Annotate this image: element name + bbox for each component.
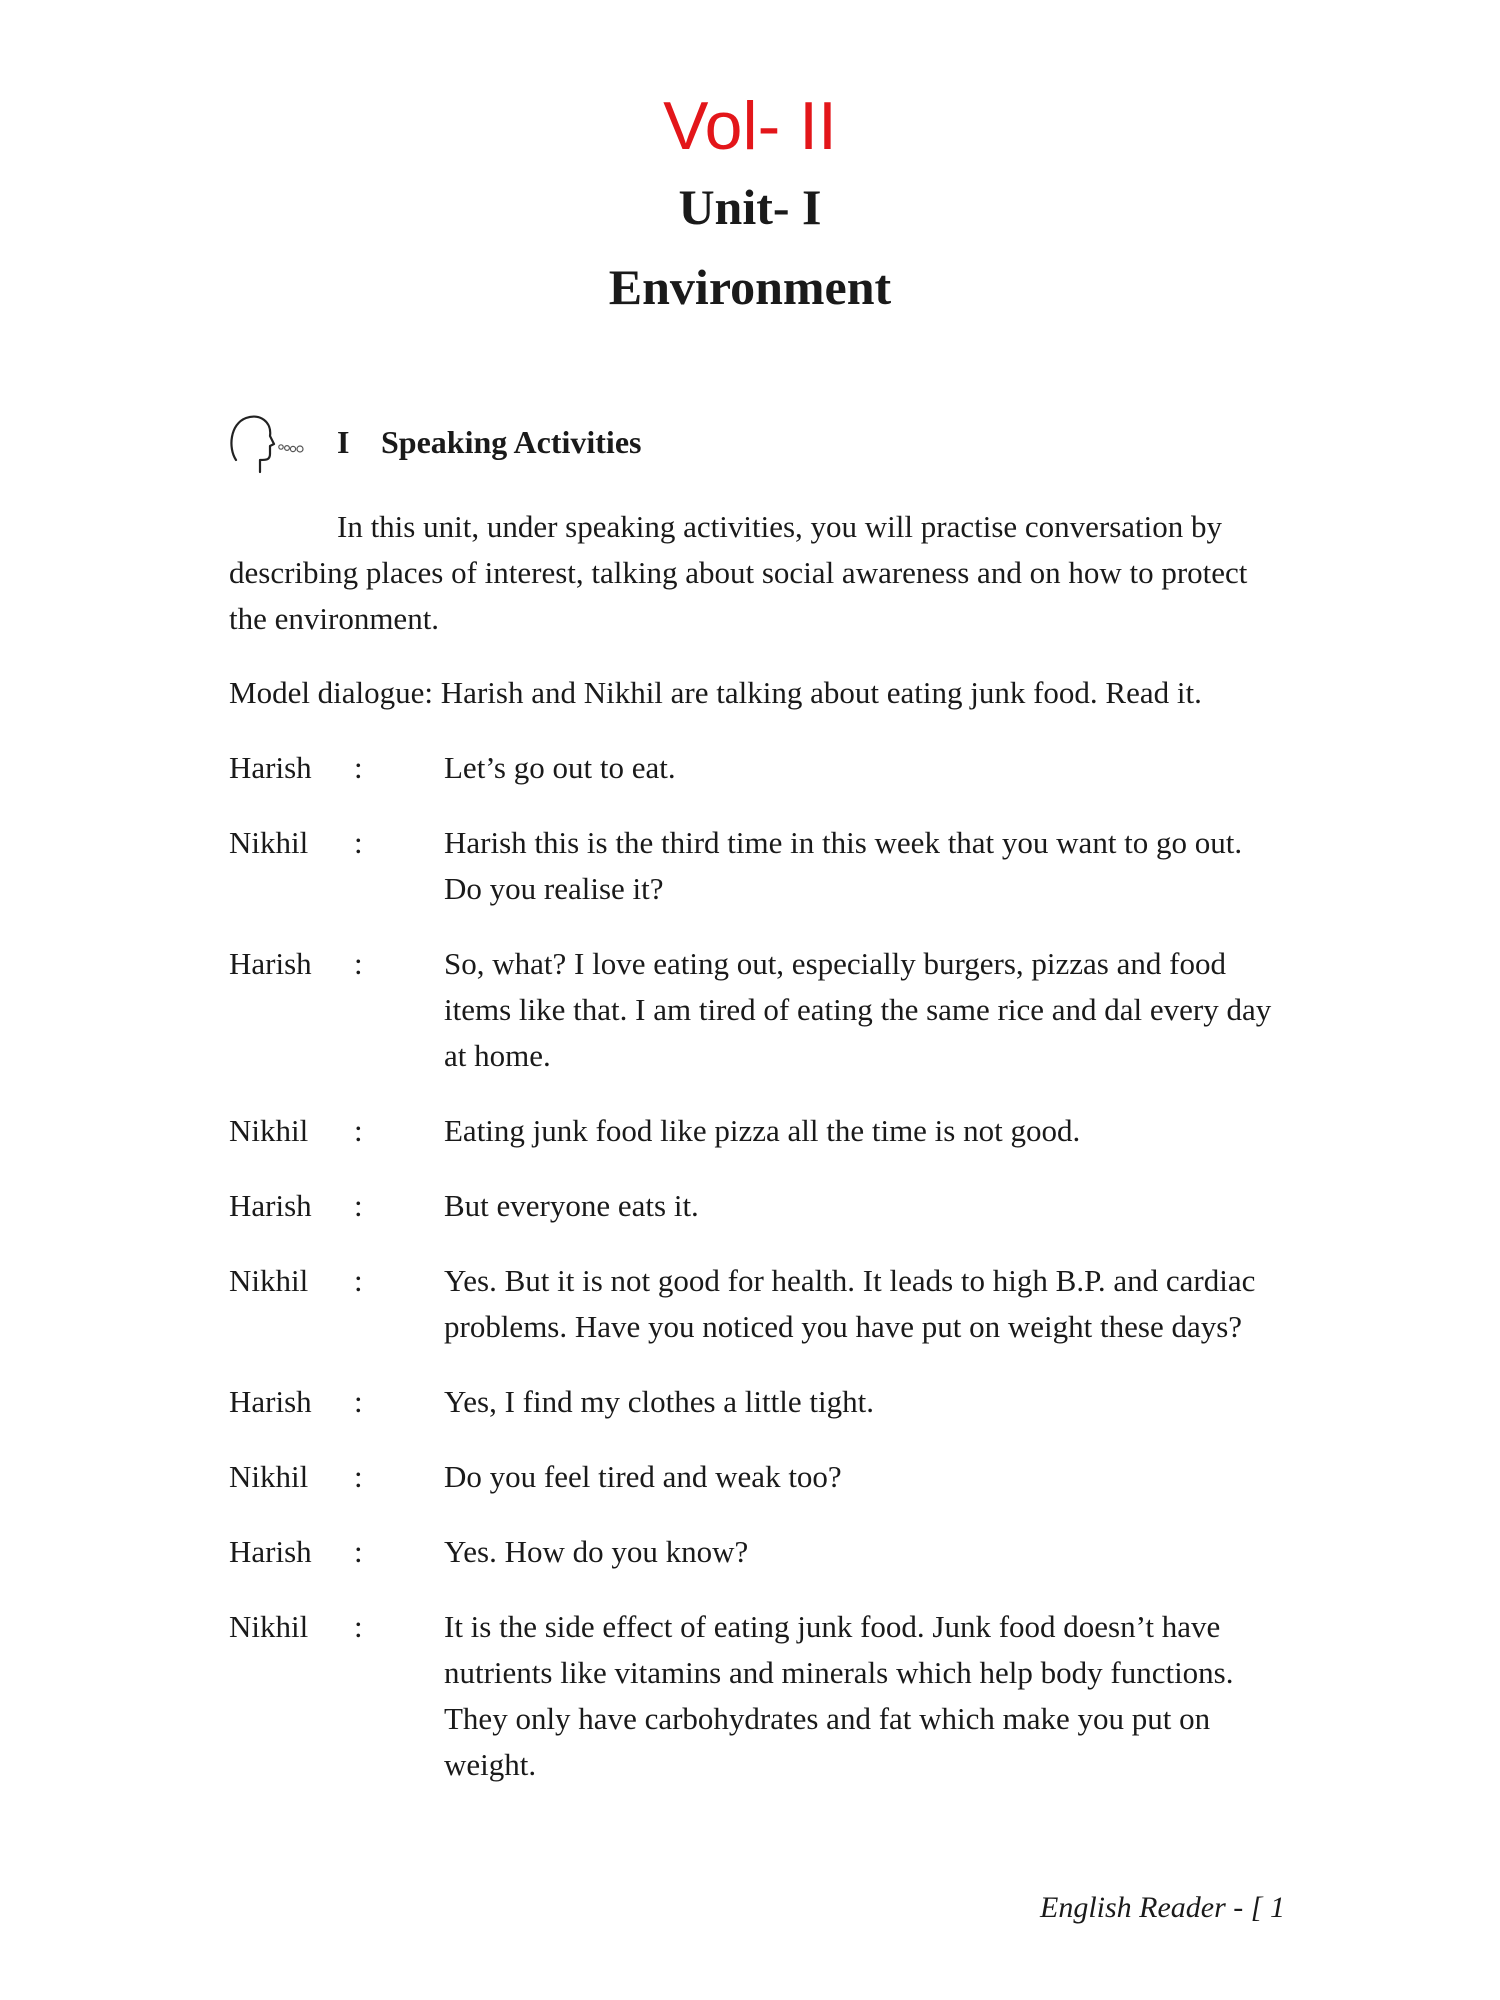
dialogue-line [229, 1454, 1289, 1500]
speaker-separator: : [354, 1263, 363, 1298]
speaker-separator: : [354, 1384, 363, 1419]
dialogue-line [229, 1529, 1289, 1575]
speaker-separator: : [354, 1609, 363, 1644]
speech-text: It is the side effect of eating junk food. Junk food doesn’t have nutrients like vitamins and minerals which help body functions. They only have carbohydrates and fat which make you put on weight. [444, 1609, 1234, 1782]
page-footer: English Reader - [ 1 [1040, 1891, 1285, 1924]
intro-paragraph: In this unit, under speaking activities, you will practise conversation by describing places of interest, talking about social awareness and on how to protect the environment. [229, 509, 1248, 636]
speech-text: But everyone eats it. [444, 1188, 699, 1223]
dialogue [229, 745, 1289, 1817]
speaker-separator: : [354, 946, 363, 981]
model-dialogue-caption: Model dialogue: Harish and Nikhil are talking about eating junk food. Read it. [229, 675, 1202, 710]
dialogue-line [229, 1183, 1289, 1229]
volume-label: Vol- II [663, 88, 837, 164]
speech-text: Yes. But it is not good for health. It leads to high B.P. and cardiac problems. Have you noticed you have put on weight these days? [444, 1263, 1256, 1344]
speech-text: Yes, I find my clothes a little tight. [444, 1384, 874, 1419]
section-heading [226, 410, 1026, 474]
speaker-name: Nikhil [229, 825, 309, 860]
section-number: I [337, 424, 350, 460]
speaker-separator: : [354, 1534, 363, 1569]
speaker-separator: : [354, 750, 363, 785]
dialogue-line [229, 820, 1289, 912]
dialogue-line [229, 1379, 1289, 1425]
page-title: Environment [608, 259, 892, 315]
speech-text: So, what? I love eating out, especially burgers, pizzas and food items like that. I am tired of eating the same rice and dal every day at home. [444, 946, 1272, 1073]
speech-text: Let’s go out to eat. [444, 750, 676, 785]
dialogue-line [229, 1604, 1289, 1788]
speaker-separator: : [354, 1459, 363, 1494]
speech-text: Harish this is the third time in this week that you want to go out. Do you realise it? [444, 825, 1243, 906]
speaker-separator: : [354, 1113, 363, 1148]
speaker-separator: : [354, 1188, 363, 1223]
speech-text: Eating junk food like pizza all the time is not good. [444, 1113, 1081, 1148]
dialogue-line [229, 1258, 1289, 1350]
speaker-name: Nikhil [229, 1459, 309, 1494]
section-title: Speaking Activities [381, 424, 642, 460]
speaker-name: Nikhil [229, 1263, 309, 1298]
unit-label: Unit- I [678, 179, 822, 235]
speech-text: Yes. How do you know? [444, 1534, 749, 1569]
speaker-name: Nikhil [229, 1609, 309, 1644]
dialogue-line [229, 941, 1289, 1079]
speaking-head-icon [226, 410, 306, 474]
speaker-name: Harish [229, 1188, 312, 1223]
dialogue-line [229, 745, 1289, 791]
speech-text: Do you feel tired and weak too? [444, 1459, 842, 1494]
speaker-name: Harish [229, 750, 312, 785]
speaker-separator: : [354, 825, 363, 860]
speaker-name: Harish [229, 946, 312, 981]
speaker-name: Harish [229, 1534, 312, 1569]
speaker-name: Nikhil [229, 1113, 309, 1148]
dialogue-line [229, 1108, 1289, 1154]
speaker-name: Harish [229, 1384, 312, 1419]
